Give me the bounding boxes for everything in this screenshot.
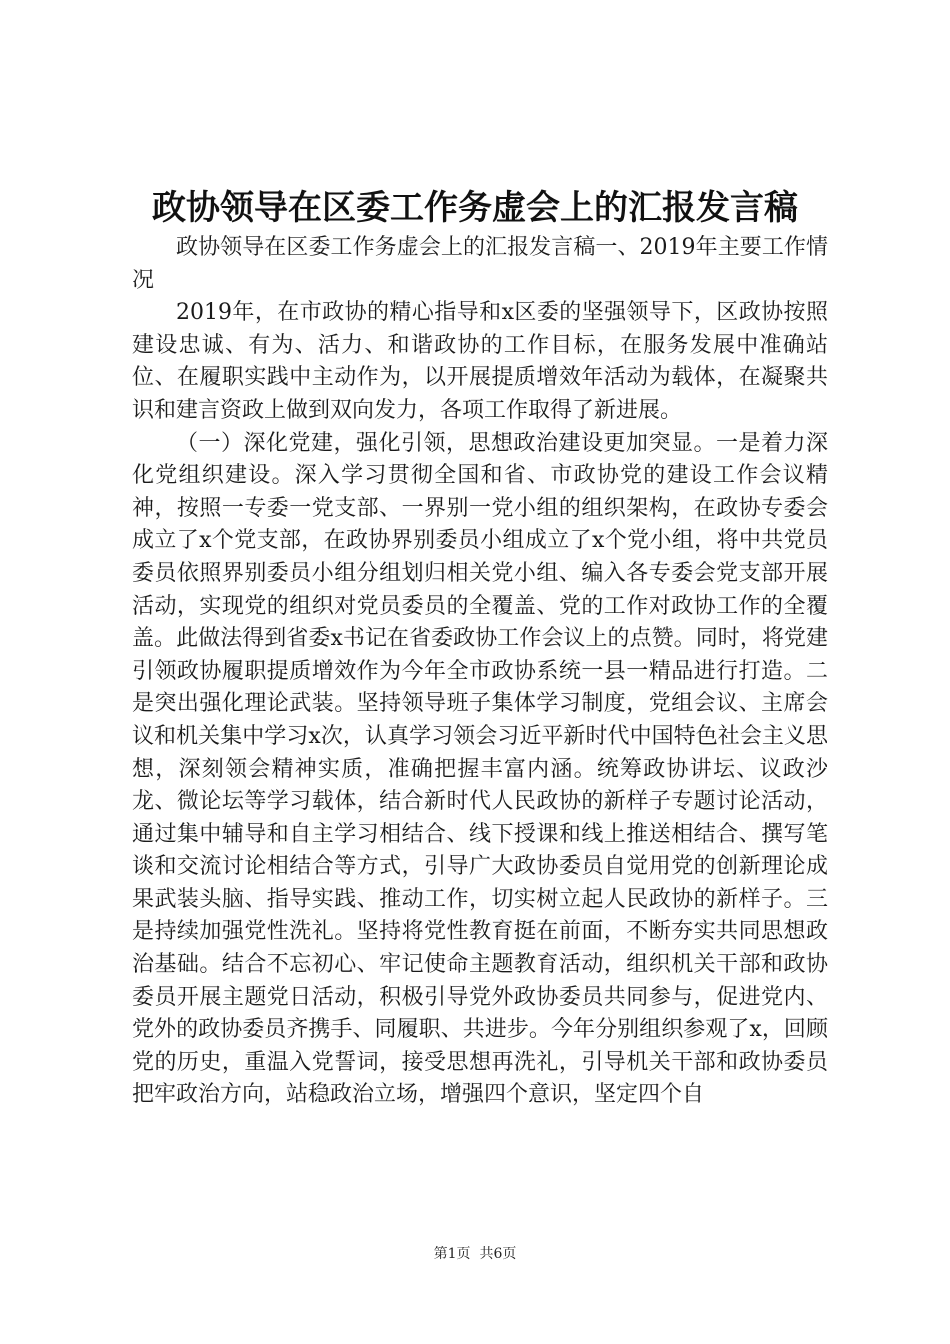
paragraph-party-building: （一）深化党建，强化引领，思想政治建设更加突显。一是着力深化党组织建设。深入学习贯彻全国和省、市政协党的建设工作会议精神，按照一专委一党支部、一界别一党小组的组织架构，在政协专委会成立了x个党支部，在政协界别委员小组成立了x个党小组，将中共党员委员依照界别委员小组分组划归相关党小组、编入各专委会党支部开展活动，实现党的组织对党员委员的全覆盖、党的工作对政协工作的全覆盖。此做法得到省委x书记在省委政协工作会议上的点赞。同时，将党建引领政协履职提质增效作为今年全市政协系统一县一精品进行打造。二是突出强化理论武装。坚持领导班子集体学习制度，党组会议、主席会议和机关集中学习x次，认真学习领会习近平新时代中国特色社会主义思想，深刻领会精神实质，准确把握丰富内涵。统筹政协讲坛、议政沙龙、微论坛等学习载体，结合新时代人民政协的新样子专题讨论活动，通过集中辅导和自主学习相结合、线下授课和线上推送相结合、撰写笔谈和交流讨论相结合等方式，引导广大政协委员自觉用党的创新理论成果武装头脑、指导实践、推动工作，切实树立起人民政协的新样子。三是持续加强党性洗礼。坚持将党性教育挺在前面，不断夯实共同思想政治基础。结合不忘初心、牢记使命主题教育活动，组织机关干部和政协委员开展主题党日活动，积极引导党外政协委员共同参与，促进党内、党外的政协委员齐携手、同履职、共进步。今年分别组织参观了x，回顾党的历史，重温入党誓词，接受思想再洗礼，引导机关干部和政协委员把牢政治方向，站稳政治立场，增强四个意识，坚定四个自 bbox=[132, 430, 828, 1108]
paragraph-intro: 政协领导在区委工作务虚会上的汇报发言稿一、2019年主要工作情况 bbox=[132, 235, 828, 293]
page-number-footer: 第1页 共6页 bbox=[433, 1246, 517, 1262]
document-title: 政协领导在区委工作务虚会上的汇报发言稿 bbox=[152, 188, 798, 228]
document-body bbox=[132, 232, 828, 1112]
paragraph-summary: 2019年，在市政协的精心指导和x区委的坚强领导下，区政协按照建设忠诚、有为、活力、和谐政协的工作目标，在服务发展中准确站位、在履职实践中主动作为，以开展提质增效年活动为载体，在凝聚共识和建言资政上做到双向发力，各项工作取得了新进展。 bbox=[132, 300, 828, 423]
